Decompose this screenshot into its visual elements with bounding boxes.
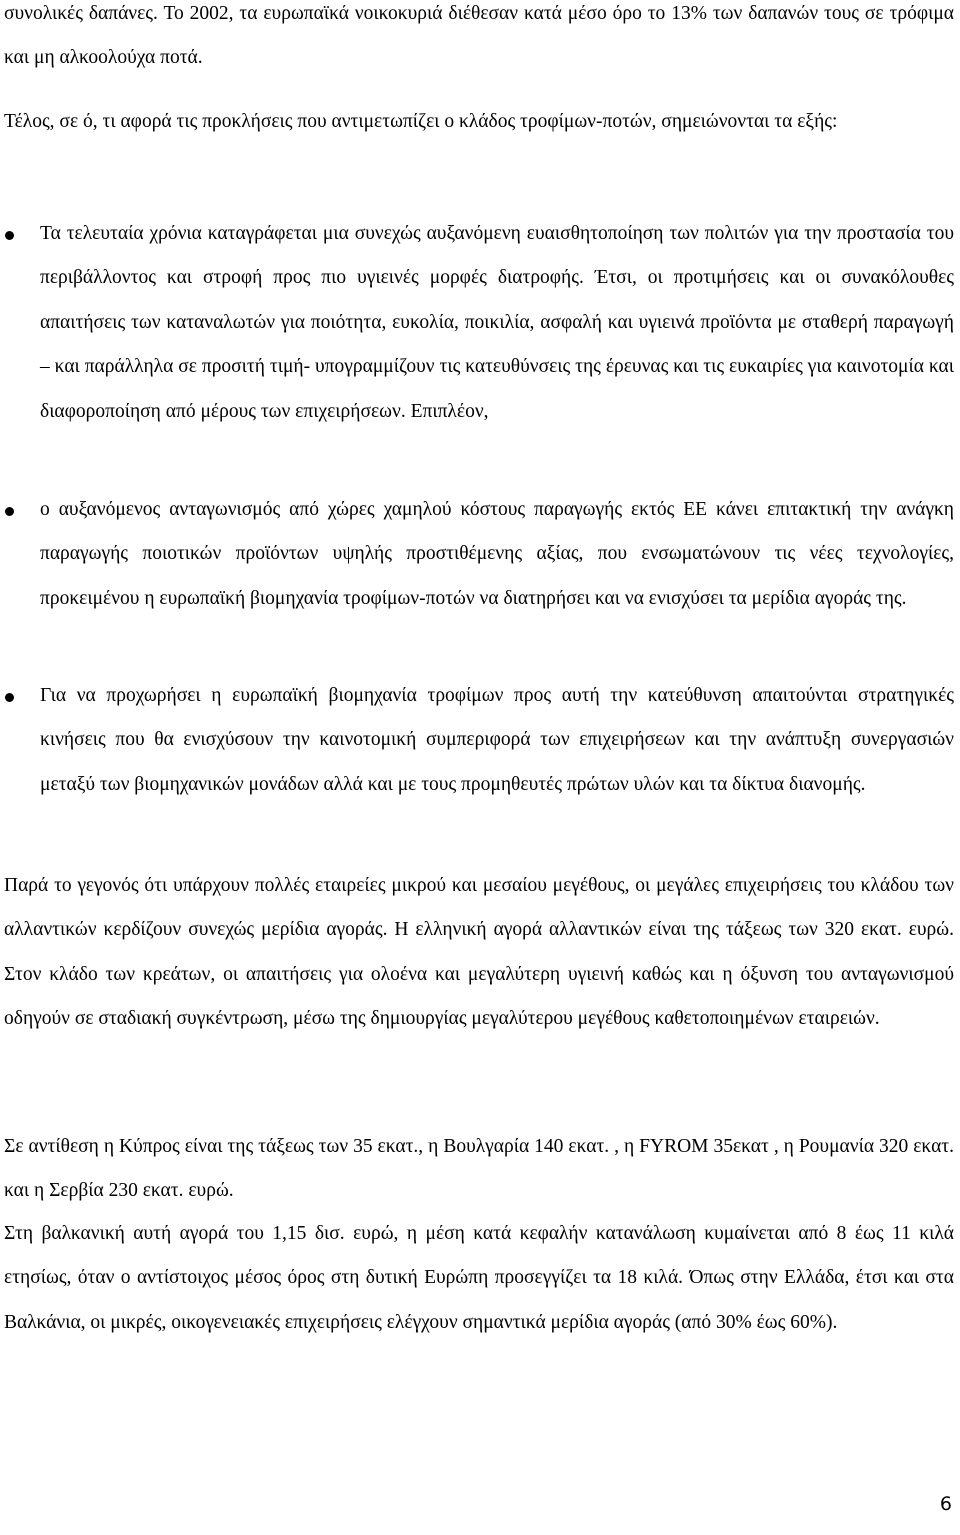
paragraph-balkan-market: Στη βαλκανική αυτή αγορά του 1,15 δισ. ευρώ, η μέση κατά κεφαλήν κατανάλωση κυμαίνεται από 8 έως 11 κιλά ετησίως, όταν ο αντίστοιχος μέσος όρος στη δυτική Ευρώπη προσεγγίζει τα 18 κιλά. Όπως στην Ελλάδα, έτσι και στα Βαλκάνια, οι μικρές, οικογενειακές επιχειρήσεις ελέγχουν σημαντικά μερίδια αγοράς (από 30% έως 60%). [4, 1223, 954, 1333]
bullet-icon [5, 507, 14, 516]
page-number: 6 [939, 1493, 952, 1515]
bullet-icon [5, 693, 14, 702]
paragraph-intro: συνολικές δαπάνες. Το 2002, τα ευρωπαϊκά νοικοκυριά διέθεσαν κατά μέσο όρο το 13% των δαπανών τους σε τρόφιμα και μη αλκοολούχα ποτά. [4, 3, 954, 69]
bullet-icon [5, 231, 14, 240]
paragraph-comparison: Σε αντίθεση η Κύπρος είναι της τάξεως των 35 εκατ., η Βουλγαρία 140 εκατ. , η FYROM 35εκατ , η Ρουμανία 320 εκατ. και η Σερβία 230 εκατ. ευρώ. [4, 1136, 954, 1202]
bullet-item-strategy: Για να προχωρήσει η ευρωπαϊκή βιομηχανία τροφίμων προς αυτή την κατεύθυνση απαιτούνται στρατηγικές κινήσεις που θα ενισχύσουν την καινοτομική συμπεριφορά των επιχειρήσεων και την ανάπτυξη συνεργασιών μεταξύ των βιομηχανικών μονάδων αλλά και με τους προμηθευτές πρώτων υλών και τα δίκτυα διανομής. [40, 685, 954, 795]
paragraph-meat-products: Παρά το γεγονός ότι υπάρχουν πολλές εταιρείες μικρού και μεσαίου μεγέθους, οι μεγάλες επιχειρήσεις του κλάδου των αλλαντικών κερδίζουν συνεχώς μερίδια αγοράς. Η ελληνική αγορά αλλαντικών είναι της τάξεως των 320 εκατ. ευρώ. Στον κλάδο των κρεάτων, οι απαιτήσεις για ολοένα και μεγαλύτερη υγιεινή καθώς και η όξυνση του ανταγωνισμού οδηγούν σε σταδιακή συγκέντρωση, μέσω της δημιουργίας μεγαλύτερου μεγέθους καθετοποιημένων εταιρειών. [4, 875, 954, 1030]
bullet-item-awareness: Τα τελευταία χρόνια καταγράφεται μια συνεχώς αυξανόμενη ευαισθητοποίηση των πολιτών για την προστασία του περιβάλλοντος και στροφή προς πιο υγιεινές μορφές διατροφής. Έτσι, οι προτιμήσεις και οι συνακόλουθες απαιτήσεις των καταναλωτών για ποιότητα, ευκολία, ποικιλία, ασφαλή και υγιεινά προϊόντα με σταθερή παραγωγή – και παράλληλα σε προσιτή τιμή- υπογραμμίζουν τις κατευθύνσεις της έρευνας και τις ευκαιρίες για καινοτομία και διαφοροποίηση από μέρους των επιχειρήσεων. Επιπλέον, [40, 223, 954, 422]
bullet-item-competition: ο αυξανόμενος ανταγωνισμός από χώρες χαμηλού κόστους παραγωγής εκτός ΕΕ κάνει επιτακτική την ανάγκη παραγωγής ποιοτικών προϊόντων υψηλής προστιθέμενης αξίας, που ενσωματώνουν τις νέες τεχνολογίες, προκειμένου η ευρωπαϊκή βιομηχανία τροφίμων-ποτών να διατηρήσει και να ενισχύσει τα μερίδια αγοράς της. [40, 499, 954, 609]
paragraph-challenges: Τέλος, σε ό, τι αφορά τις προκλήσεις που αντιμετωπίζει ο κλάδος τροφίμων-ποτών, σημειώνονται τα εξής: [4, 111, 838, 132]
